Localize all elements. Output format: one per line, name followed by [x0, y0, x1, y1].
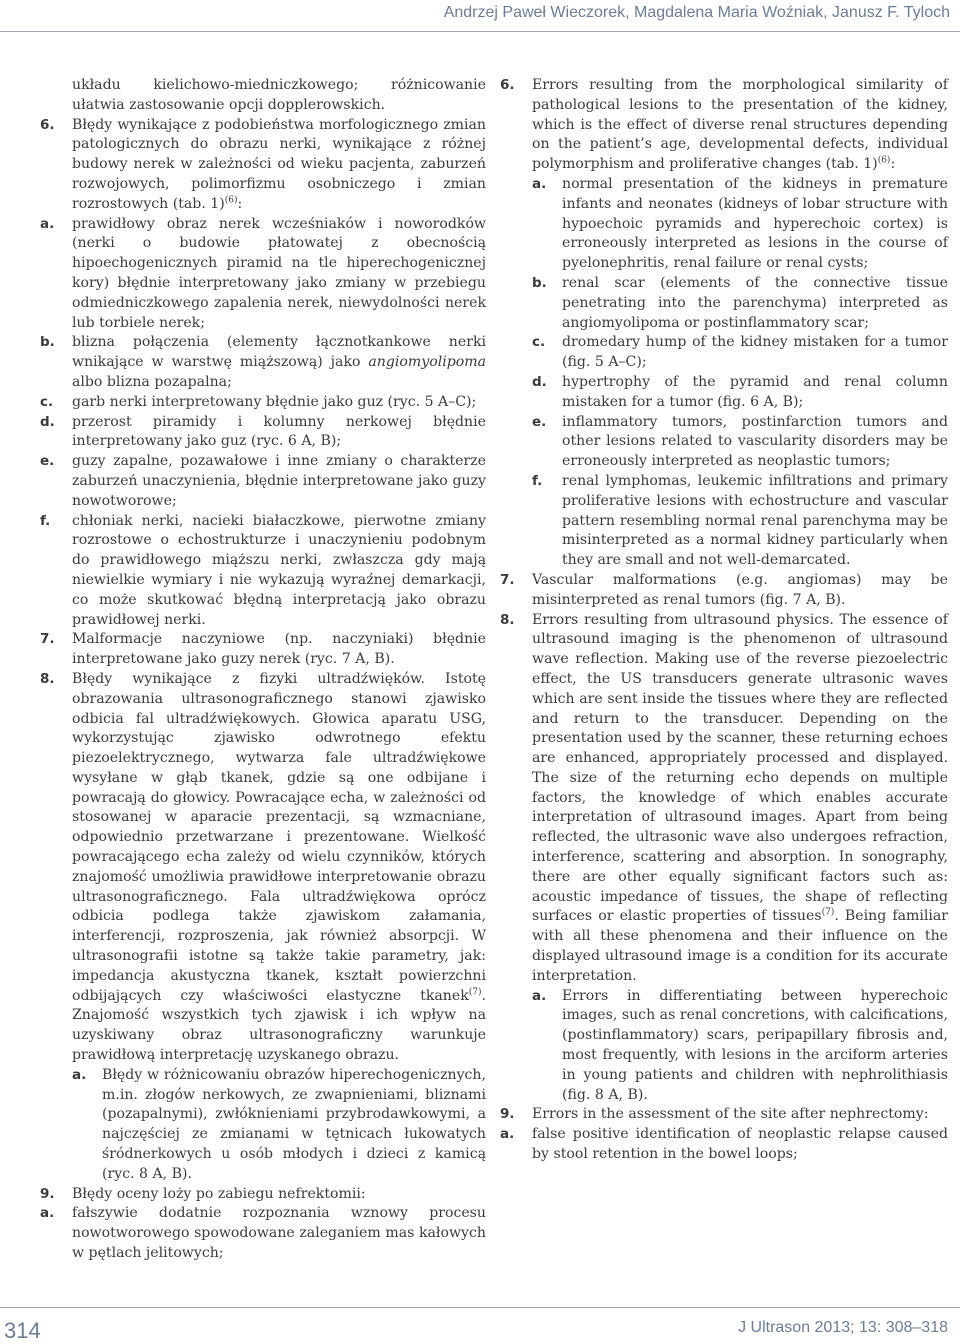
list-item-en-6d	[532, 373, 948, 413]
list-item-en-8a	[532, 987, 948, 1106]
section-8-en	[500, 611, 948, 987]
item-text: renal scar (elements of the connective tissue penetrating into the parenchyma) interpreted as angiomyolipoma or postinflammatory scar;	[562, 274, 948, 331]
page-number: 314	[4, 1318, 41, 1343]
section-6-pl	[40, 116, 486, 215]
column-polish	[40, 76, 486, 1264]
item-text: Błędy w różnicowaniu obrazów hiperechogenicznych, m.in. złogów nerkowych, ze zwapnieniami, bliznami (pozapalnymi), zwłóknieniami przybrodawkowymi, a najczęściej ze zmianami w tętnicach łukowatych śródnerkowych u osób młodych i dzieci z kamicą (ryc. 8 A, B).	[102, 1066, 486, 1182]
item-text: chłoniak nerki, nacieki białaczkowe, pierwotne zmiany rozrostowe o echostrukturze i unaczynieniu podobnym do prawidłowego miąższu nerki, zwłaszcza gdy mają niewielkie wymiary i nie wykazują wyraźnej demarkacji, co może skutkować błędną interpretacją jako obrazu prawidłowej nerki.	[72, 512, 486, 628]
item-label: c.	[40, 393, 54, 410]
section-number: 7.	[40, 631, 55, 648]
footer-rule	[0, 1307, 960, 1308]
section-tail: . Znajomość wszystkich tych zjawisk i ich wpływ na uzyskiwany obraz ultrasonograficzny warunkuje prawidłową interpretację uzyskanego obrazu.	[72, 987, 486, 1064]
section-text: Vascular malformations (e.g. angiomas) may be misinterpreted as renal tumors (fig. 7 A, B).	[532, 571, 948, 608]
list-item-pl-6f	[40, 512, 486, 631]
section-6-en	[500, 76, 948, 175]
list-item-pl-6b	[40, 333, 486, 392]
section-number: 9.	[500, 1106, 515, 1123]
item-text: dromedary hump of the kidney mistaken for a tumor (fig. 5 A–C);	[562, 334, 948, 371]
item-label: f.	[40, 512, 51, 529]
list-item-pl-6e	[40, 452, 486, 511]
item-label: a.	[532, 175, 547, 192]
section-tail: . Being familiar with all these phenomena and their influence on the displayed ultrasound image is a condition for its accurate interpretation.	[532, 908, 948, 984]
section-number: 6.	[40, 116, 55, 133]
item-text: renal lymphomas, leukemic infiltrations and primary proliferative lesions with echostructure and vascular pattern resembling normal renal parenchyma may be misinterpreted as a normal kidney particularly when they are small and not well-demarcated.	[562, 472, 948, 569]
list-item-pl-6d	[40, 413, 486, 453]
list-item-en-6b	[532, 274, 948, 333]
section-number: 8.	[40, 670, 55, 687]
column-english	[500, 76, 948, 1165]
section-text: Malformacje naczyniowe (np. naczyniaki) błędnie interpretowane jako guzy nerek (ryc. 7 A, B).	[72, 631, 486, 668]
item-text: hypertrophy of the pyramid and renal column mistaken for a tumor (fig. 6 A, B);	[562, 373, 948, 410]
item-text: fałszywie dodatnie rozpoznania wznowy procesu nowotworowego spowodowane zaleganiem mas kałowych w pętlach jelitowych;	[72, 1205, 486, 1262]
section-text: Errors in the assessment of the site after nephrectomy:	[532, 1106, 929, 1123]
journal-reference: J Ultrason 2013; 13: 308–318	[738, 1319, 948, 1336]
list-item-en-6f	[532, 472, 948, 571]
section-text: Błędy wynikające z fizyki ultradźwięków. Istotę obrazowania ultrasonograficznego stanowi zjawisko odbicia fal ultradźwiękowych. Głowica aparatu USG, wykorzystując zjawisko odwrotnego efektu piezoelektrycznego, wytwarza fale ultradźwiękowe wysyłane w głąb tkanek, gdzie są one odbijane i powracają do głowicy. Powracające echa, w zależności od stosowanej w aparacie prezentacji, są wzmacniane, odpowiednio przetwarzane i prezentowane. Wielkość powracającego echa zależy od wielu czynników, których znajomość umożliwia prawidłowe interpretowanie obrazu ultrasonograficznego. Fala ultradźwiękowa oprócz odbicia podlega także zjawiskom załamania, interferencji, rozproszenia, jak również absorpcji. W ultrasonografii istotne są także takie parametry, jak: impedancja akustyczna tkanek, kształt powierzchni odbijających czy właściwości elastyczne tkanek	[72, 670, 486, 1004]
item-label: a.	[40, 1205, 55, 1222]
list-item-pl-6a	[40, 215, 486, 334]
section-text: Errors resulting from ultrasound physics. The essence of ultrasound imaging is the phenomenon of ultrasound wave reflection. Making use of the reverse piezoelectric effect, the US transducers generate ultrasonic waves which are sent inside the tissues where they are reflected and return to the transducer. Depending on the presentation used by the scanner, these returning echoes are enhanced, appropriately processed and displayed. The size of the returning echo depends on multiple factors, the knowledge of which enables accurate interpretation of ultrasound images. Apart from being reflected, the ultrasonic wave also undergoes refraction, interference, scattering and absorption. In sonography, there are other equally significant factors such as: acoustic impedance of tissues, the shape of reflecting surfaces or elastic properties of tissues	[532, 611, 948, 925]
item-text: garb nerki interpretowany błędnie jako guz (ryc. 5 A–C);	[72, 393, 477, 410]
item-text: blizna połączenia (elementy łącznotkankowe nerki wnikające w warstwę miąższową) jako	[72, 334, 486, 371]
section-text: Błędy wynikające z podobieństwa morfologicznego zmian patologicznych do obrazu nerki, wynikające z różnej budowy nerek w zależności od wieku pacjenta, zaburzeń rozwojowych, polimorfizmu osobniczego i zmian rozrostowych (tab. 1)	[72, 116, 486, 212]
item-text: prawidłowy obraz nerek wcześniaków i noworodków (nerki o budowie płatowatej z obecnością hipoechogenicznych piramid na tle hiperechogenicznej kory) błędnie interpretowany jako zmiany w przebiegu odmiedniczkowego zapalenia nerek, niewydolności nerek lub torbiele nerek;	[72, 215, 486, 331]
subsection-8-pl	[40, 1066, 486, 1185]
intro-paragraph: układu kielichowo-miedniczkowego; różnicowanie ułatwia zastosowanie opcji dopplerowskich.	[72, 77, 486, 113]
item-label: d.	[532, 373, 547, 390]
section-number: 7.	[500, 571, 515, 588]
item-label: c.	[532, 334, 546, 351]
item-text: false positive identification of neoplastic relapse caused by stool retention in the bowel loops;	[532, 1126, 948, 1163]
item-label: e.	[40, 453, 55, 470]
list-item-en-9a	[500, 1125, 948, 1165]
item-label: e.	[532, 413, 547, 430]
section-9-pl	[40, 1185, 486, 1205]
section-7-en	[500, 571, 948, 611]
section-text: Błędy oceny loży po zabiegu nefrektomii:	[72, 1185, 366, 1202]
subsection-8-en	[500, 987, 948, 1106]
item-label: b.	[532, 274, 547, 291]
section-9-en	[500, 1105, 948, 1125]
item-label: a.	[532, 987, 547, 1004]
list-item-pl-8a	[72, 1066, 486, 1185]
section-tail: :	[237, 195, 243, 212]
section-number: 8.	[500, 611, 515, 628]
item-label: d.	[40, 413, 55, 430]
item-text: normal presentation of the kidneys in premature infants and neonates (kidneys of lobar structure with hypoechoic pyramids and hyperechoic cortex) is erroneously interpreted as lesions in the course of pyelonephritis, renal failure or renal cysts;	[562, 175, 948, 272]
item-label: a.	[72, 1066, 87, 1083]
item-text: przerost piramidy i kolumny nerkowej błędnie interpretowany jako guz (ryc. 6 A, B);	[72, 413, 486, 450]
item-label: b.	[40, 334, 55, 351]
item-italic-term: angiomyolipoma	[368, 354, 486, 371]
citation-ref: (7)	[468, 986, 482, 997]
list-item-en-6a	[532, 175, 948, 274]
subsection-6-en	[500, 175, 948, 571]
section-8-pl	[40, 670, 486, 1066]
item-label: a.	[500, 1126, 515, 1143]
section-number: 6.	[500, 77, 515, 93]
item-text: inflammatory tumors, postinfarction tumors and other lesions related to vascularity disorders may be erroneously interpreted as neoplastic tumors;	[562, 413, 948, 470]
item-text: Errors in differentiating between hyperechoic images, such as renal concretions, with calcifications, (postinflammatory) scars, peripapillary fibrosis and, most frequently, with lesions in the arciform arteries in young patients and children with nephrolithiasis (fig. 8 A, B).	[562, 987, 948, 1103]
section-tail: :	[890, 156, 896, 173]
section-7-pl	[40, 630, 486, 670]
citation-ref: (6)	[877, 155, 891, 166]
running-header	[0, 0, 960, 32]
list-item-en-6c	[532, 333, 948, 373]
item-label: f.	[532, 472, 543, 489]
section-text: Errors resulting from the morphological similarity of pathological lesions to the presentation of the kidney, which is the effect of diverse renal structures depending on the patient’s age, developmental defects, individual polymorphism and proliferative changes (tab. 1)	[532, 77, 948, 173]
item-label: a.	[40, 215, 55, 232]
citation-ref: (7)	[821, 907, 835, 918]
citation-ref: (6)	[224, 195, 238, 206]
list-item-pl-6c	[40, 393, 486, 413]
item-text-after: albo blizna pozapalna;	[72, 373, 232, 390]
item-text: guzy zapalne, pozawałowe i inne zmiany o charakterze zaburzeń unaczynienia, błędnie interpretowane jako guzy nowotworowe;	[72, 453, 486, 509]
list-item-en-6e	[532, 413, 948, 472]
header-authors: Andrzej Paweł Wieczorek, Magdalena Maria Woźniak, Janusz F. Tyloch	[443, 4, 950, 21]
section-number: 9.	[40, 1185, 55, 1202]
list-item-pl-9a	[40, 1204, 486, 1263]
